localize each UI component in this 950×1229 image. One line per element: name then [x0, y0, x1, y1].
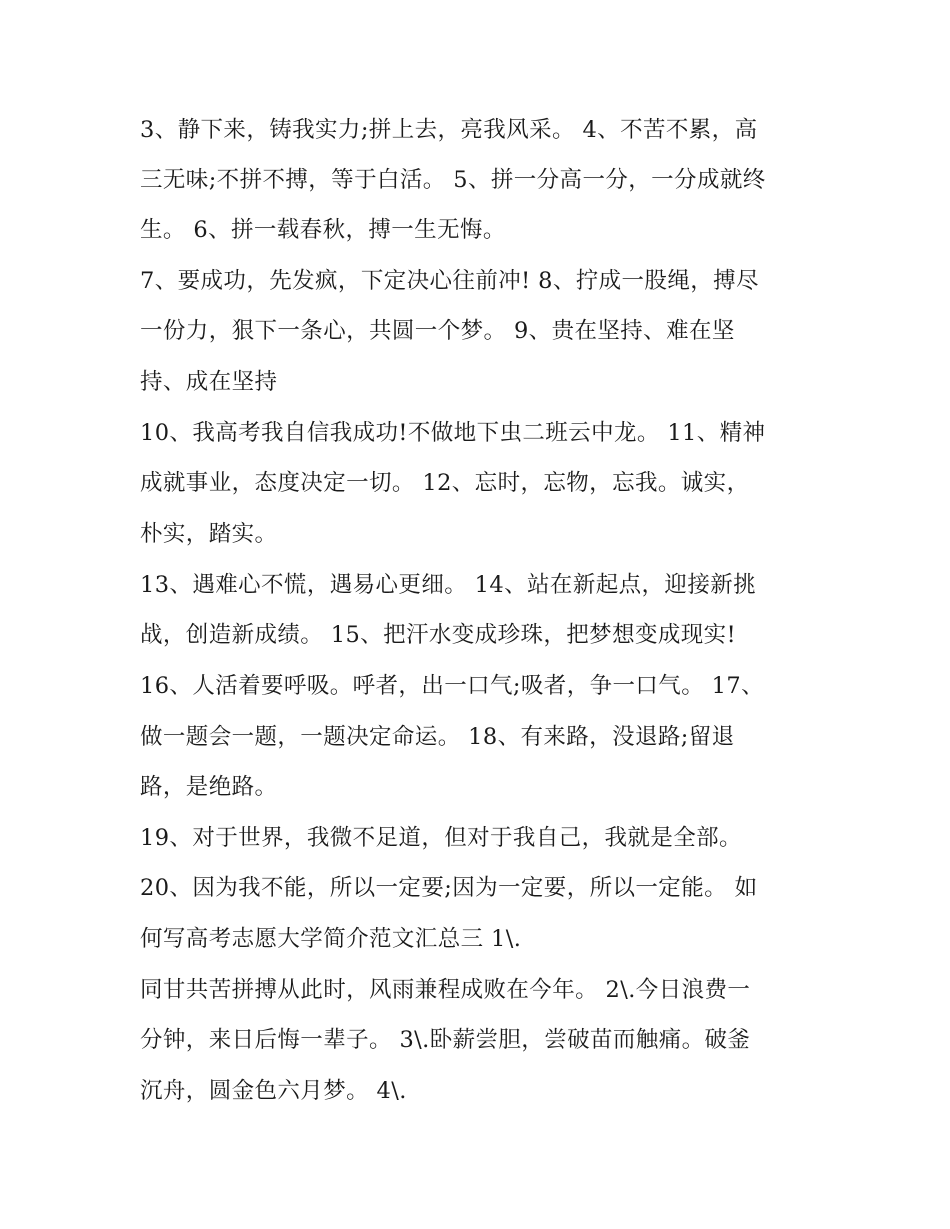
text-line: 生。 6、拼一载春秋，搏一生无悔。 — [140, 217, 506, 243]
text-line: 朴实，踏实。 — [140, 521, 278, 547]
text-line: 持、成在坚持 — [140, 369, 278, 395]
text-line: 分钟，来日后悔一辈子。 3\.卧薪尝胆，尝破苗而触痛。破釜 — [140, 1027, 751, 1053]
text-line: 成就事业，态度决定一切。 12、忘时，忘物，忘我。诚实， — [140, 470, 750, 496]
text-line: 13、遇难心不慌，遇易心更细。 14、站在新起点，迎接新挑 — [140, 572, 757, 598]
text-line: 19、对于世界，我微不足道，但对于我自己，我就是全部。 — [140, 825, 742, 851]
text-line: 20、因为我不能，所以一定要;因为一定要，所以一定能。 如 — [140, 875, 758, 901]
text-line: 沉舟，圆金色六月梦。 4\. — [140, 1078, 407, 1104]
text-line: 何写高考志愿大学简介范文汇总三 1\. — [140, 926, 522, 952]
text-line: 三无味;不拼不搏，等于白活。 5、拼一分高一分，一分成就终 — [140, 167, 766, 193]
text-line: 路，是绝路。 — [140, 774, 278, 800]
text-line: 战，创造新成绩。 15、把汗水变成珍珠，把梦想变成现实! — [140, 622, 737, 648]
text-line: 一份力，狠下一条心，共圆一个梦。 9、贵在坚持、难在坚 — [140, 318, 735, 344]
text-line: 做一题会一题，一题决定命运。 18、有来路，没退路;留退 — [140, 724, 735, 750]
text-line: 16、人活着要呼吸。呼者，出一口气;吸者，争一口气。 17、 — [140, 673, 764, 699]
text-line: 7、要成功，先发疯，下定决心往前冲! 8、拧成一股绳，搏尽 — [140, 268, 759, 294]
text-line: 10、我高考我自信我成功!不做地下虫二班云中龙。 11、精神 — [140, 420, 766, 446]
text-line: 3、静下来，铸我实力;拼上去，亮我风采。 4、不苦不累，高 — [140, 117, 758, 143]
text-line: 同甘共苦拼搏从此时，风雨兼程成败在今年。 2\.今日浪费一 — [140, 977, 751, 1003]
